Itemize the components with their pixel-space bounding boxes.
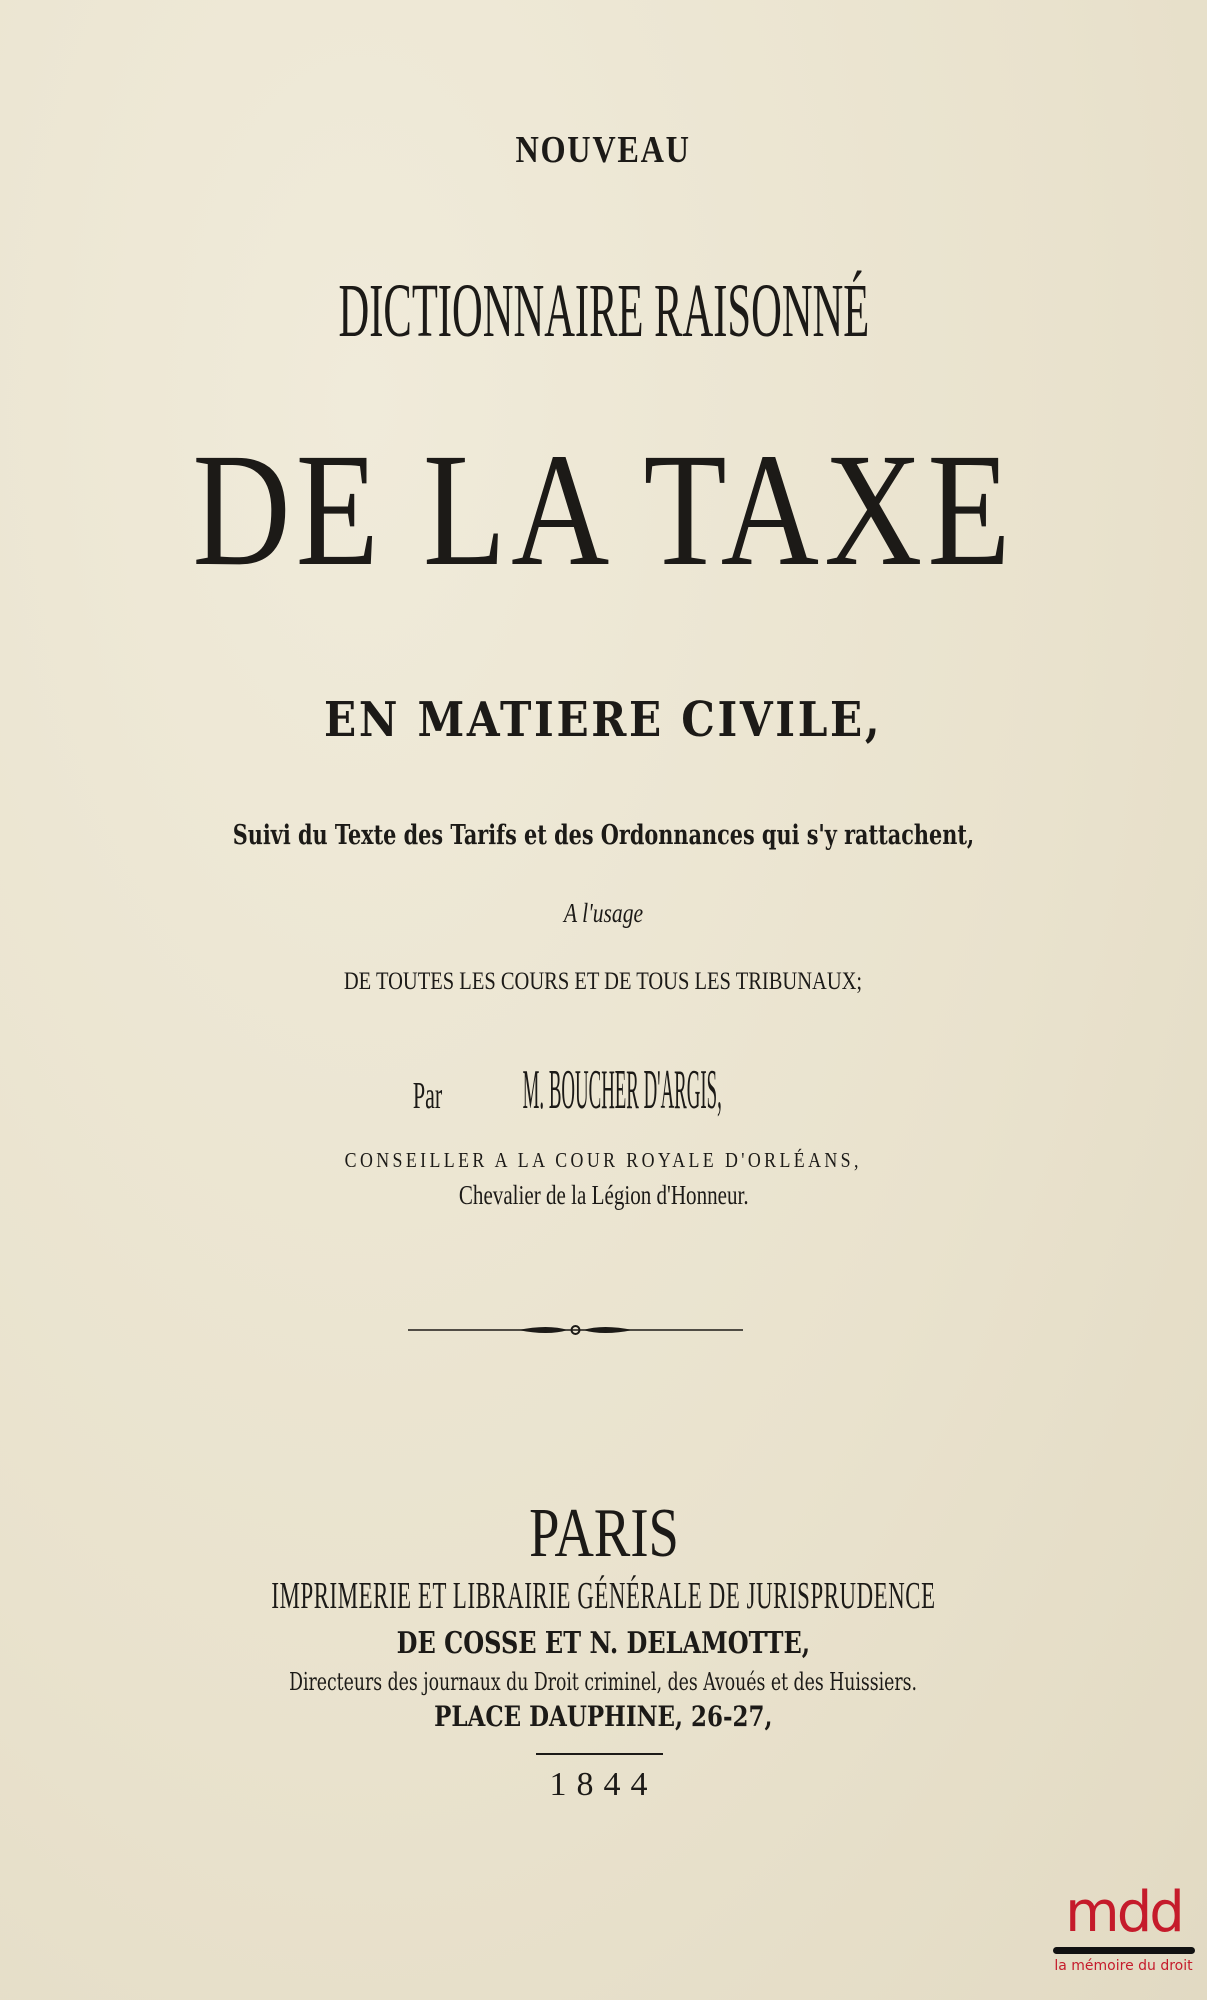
title-de-la-taxe (0, 421, 1207, 600)
imprint-printer (0, 1574, 1207, 1618)
title-nouveau (0, 128, 1207, 172)
ornament-divider-icon (408, 1322, 743, 1338)
title-dictionnaire-text: DICTIONNAIRE RAISONNÉ (338, 269, 869, 353)
imprint-city-text: PARIS (528, 1495, 679, 1572)
a-lusage (0, 898, 1207, 929)
mdd-logo (1040, 1880, 1207, 2000)
a-lusage-text: A l'usage (563, 898, 644, 928)
title-dictionnaire (0, 268, 1207, 355)
imprint-publishers (0, 1626, 1207, 1661)
imprint-address (0, 1700, 1207, 1733)
imprint-directeurs (0, 1668, 1207, 1696)
audience-line-text: DE TOUTES LES COURS ET DE TOUS LES TRIBUNAUX; (344, 968, 863, 995)
author-honour (0, 1180, 1207, 1211)
mdd-logo-mark: mdd (1065, 1880, 1182, 1945)
imprint-printer-text: IMPRIMERIE ET LIBRAIRIE GÉNÉRALE DE JURISPRUDENCE (271, 1575, 936, 1617)
author-line (0, 1058, 1207, 1122)
author-title-text: CONSEILLER A LA COUR ROYALE D'ORLÉANS, (344, 1148, 863, 1172)
author-name: M. BOUCHER D'ARGIS, (522, 1059, 722, 1121)
author-line-text (413, 1058, 794, 1122)
imprint-address-text: PLACE DAUPHINE, 26-27, (434, 1700, 773, 1733)
audience-line (0, 968, 1207, 996)
subtitle-matiere-civile-text: EN MATIERE CIVILE, (324, 692, 883, 748)
imprint-directeurs-text: Directeurs des journaux du Droit criminel, des Avoués et des Huissiers. (289, 1668, 918, 1696)
subtitle-matiere-civile (0, 692, 1207, 748)
subtitle-suivi (0, 820, 1207, 851)
imprint-city (0, 1494, 1207, 1574)
divider-rule (536, 1753, 663, 1755)
title-nouveau-text: NOUVEAU (515, 129, 692, 171)
author-title (0, 1148, 1207, 1173)
imprint-publishers-text: DE COSSE ET N. DELAMOTTE, (396, 1626, 811, 1661)
author-honour-text: Chevalier de la Légion d'Honneur. (458, 1180, 749, 1210)
imprint-year-text: 1844 (549, 1766, 658, 1803)
subtitle-suivi-text: Suivi du Texte des Tarifs et des Ordonnances qui s'y rattachent, (232, 820, 975, 851)
title-de-la-taxe-text: DE LA TAXE (191, 421, 1016, 600)
mdd-logo-tagline: la mémoire du droit (1054, 1958, 1193, 1974)
author-par: Par (413, 1075, 443, 1117)
imprint-year (0, 1766, 1207, 1804)
mdd-logo-bar (1053, 1947, 1195, 1954)
